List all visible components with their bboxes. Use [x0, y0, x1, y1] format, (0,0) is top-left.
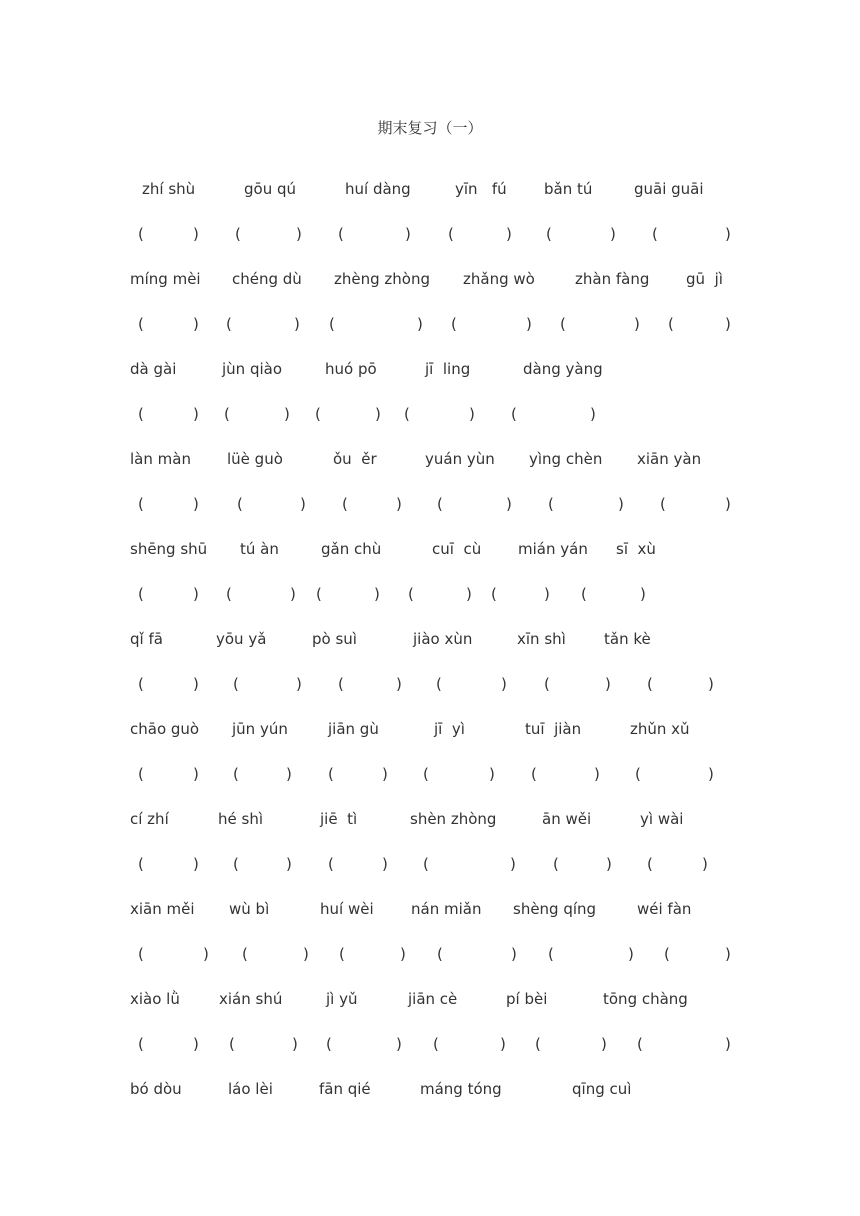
answer-blank-close: ) — [510, 855, 516, 873]
answer-blank-close: ) — [382, 855, 388, 873]
answer-blank-open: ( — [224, 405, 230, 423]
pinyin-word: shèn zhòng — [410, 810, 497, 828]
answer-row — [0, 852, 860, 876]
pinyin-word: jiē tì — [320, 810, 358, 828]
answer-blank-open: ( — [635, 765, 641, 783]
pinyin-word: xiān yàn — [637, 450, 702, 468]
answer-blank-open: ( — [546, 225, 552, 243]
answer-blank-close: ) — [605, 675, 611, 693]
pinyin-word: xián shú — [219, 990, 283, 1008]
pinyin-word: cuī cù — [432, 540, 482, 558]
pinyin-word: jiān gù — [328, 720, 379, 738]
answer-blank-close: ) — [292, 1035, 298, 1053]
pinyin-row — [0, 267, 860, 291]
pinyin-word: dà gài — [130, 360, 177, 378]
answer-blank-open: ( — [652, 225, 658, 243]
pinyin-word: guāi guāi — [634, 180, 704, 198]
answer-blank-open: ( — [437, 945, 443, 963]
answer-blank-open: ( — [339, 945, 345, 963]
pinyin-word: qǐ fā — [130, 630, 163, 648]
answer-blank-close: ) — [725, 945, 731, 963]
answer-blank-close: ) — [725, 495, 731, 513]
answer-blank-close: ) — [708, 675, 714, 693]
answer-row — [0, 492, 860, 516]
pinyin-word: yīn fú — [455, 180, 507, 198]
pinyin-word: làn màn — [130, 450, 191, 468]
answer-blank-close: ) — [374, 585, 380, 603]
pinyin-word: gōu qú — [244, 180, 297, 198]
answer-blank-close: ) — [610, 225, 616, 243]
answer-blank-open: ( — [581, 585, 587, 603]
pinyin-word: jùn qiào — [222, 360, 283, 378]
answer-blank-open: ( — [544, 675, 550, 693]
answer-blank-open: ( — [423, 765, 429, 783]
pinyin-word: xiào lǜ — [130, 990, 180, 1008]
pinyin-word: qīng cuì — [572, 1080, 632, 1098]
answer-blank-close: ) — [303, 945, 309, 963]
answer-blank-open: ( — [660, 495, 666, 513]
answer-blank-close: ) — [506, 495, 512, 513]
answer-blank-close: ) — [296, 225, 302, 243]
answer-blank-close: ) — [286, 765, 292, 783]
pinyin-word: yōu yǎ — [216, 630, 267, 648]
pinyin-word: máng tóng — [420, 1080, 502, 1098]
answer-blank-open: ( — [338, 675, 344, 693]
pinyin-word: wéi fàn — [637, 900, 692, 918]
answer-blank-close: ) — [405, 225, 411, 243]
answer-blank-open: ( — [315, 405, 321, 423]
answer-blank-open: ( — [423, 855, 429, 873]
answer-blank-open: ( — [328, 765, 334, 783]
answer-blank-close: ) — [193, 765, 199, 783]
pinyin-row — [0, 987, 860, 1011]
answer-blank-close: ) — [417, 315, 423, 333]
answer-blank-close: ) — [725, 225, 731, 243]
pinyin-word: jūn yún — [232, 720, 288, 738]
pinyin-word: nán miǎn — [411, 900, 482, 918]
pinyin-word: láo lèi — [228, 1080, 273, 1098]
pinyin-word: tú àn — [240, 540, 279, 558]
answer-blank-open: ( — [436, 675, 442, 693]
answer-blank-close: ) — [601, 1035, 607, 1053]
answer-blank-open: ( — [437, 495, 443, 513]
answer-blank-close: ) — [396, 1035, 402, 1053]
answer-blank-open: ( — [553, 855, 559, 873]
pinyin-word: fān qié — [319, 1080, 371, 1098]
pinyin-word: chāo guò — [130, 720, 200, 738]
pinyin-word: zhèng zhòng — [334, 270, 430, 288]
answer-blank-open: ( — [233, 765, 239, 783]
pinyin-word: tōng chàng — [603, 990, 688, 1008]
answer-blank-close: ) — [594, 765, 600, 783]
answer-blank-close: ) — [296, 675, 302, 693]
answer-blank-open: ( — [668, 315, 674, 333]
answer-blank-close: ) — [640, 585, 646, 603]
pinyin-word: yuán yùn — [425, 450, 495, 468]
answer-blank-close: ) — [606, 855, 612, 873]
answer-blank-open: ( — [647, 855, 653, 873]
pinyin-word: gū jì — [686, 270, 723, 288]
answer-blank-close: ) — [193, 1035, 199, 1053]
answer-blank-open: ( — [328, 855, 334, 873]
answer-blank-close: ) — [193, 405, 199, 423]
pinyin-word: bǎn tú — [544, 180, 593, 198]
answer-blank-close: ) — [618, 495, 624, 513]
answer-blank-open: ( — [448, 225, 454, 243]
answer-blank-close: ) — [506, 225, 512, 243]
pinyin-word: cí zhí — [130, 810, 169, 828]
pinyin-row — [0, 627, 860, 651]
answer-row — [0, 672, 860, 696]
pinyin-word: jī ling — [425, 360, 471, 378]
answer-blank-close: ) — [284, 405, 290, 423]
answer-blank-open: ( — [548, 495, 554, 513]
answer-blank-open: ( — [237, 495, 243, 513]
answer-blank-open: ( — [138, 405, 144, 423]
answer-blank-open: ( — [404, 405, 410, 423]
answer-blank-close: ) — [290, 585, 296, 603]
pinyin-word: zhàn fàng — [575, 270, 650, 288]
answer-blank-open: ( — [560, 315, 566, 333]
pinyin-word: huí wèi — [320, 900, 374, 918]
answer-blank-open: ( — [342, 495, 348, 513]
answer-blank-open: ( — [229, 1035, 235, 1053]
answer-blank-close: ) — [725, 315, 731, 333]
answer-blank-open: ( — [637, 1035, 643, 1053]
pinyin-word: sī xù — [616, 540, 656, 558]
answer-blank-open: ( — [647, 675, 653, 693]
answer-blank-close: ) — [286, 855, 292, 873]
answer-blank-close: ) — [501, 675, 507, 693]
pinyin-word: yìng chèn — [529, 450, 603, 468]
pinyin-word: pí bèi — [506, 990, 548, 1008]
answer-blank-open: ( — [138, 765, 144, 783]
answer-blank-close: ) — [500, 1035, 506, 1053]
answer-blank-close: ) — [193, 585, 199, 603]
pinyin-word: ān wěi — [542, 810, 592, 828]
answer-row — [0, 1032, 860, 1056]
pinyin-word: chéng dù — [232, 270, 302, 288]
answer-blank-open: ( — [138, 315, 144, 333]
answer-blank-open: ( — [408, 585, 414, 603]
answer-blank-close: ) — [193, 315, 199, 333]
answer-blank-open: ( — [548, 945, 554, 963]
pinyin-row — [0, 897, 860, 921]
answer-blank-open: ( — [138, 855, 144, 873]
pinyin-word: pò suì — [312, 630, 357, 648]
answer-blank-close: ) — [702, 855, 708, 873]
pinyin-row — [0, 357, 860, 381]
answer-blank-close: ) — [396, 675, 402, 693]
pinyin-word: xīn shì — [517, 630, 566, 648]
answer-blank-open: ( — [138, 945, 144, 963]
pinyin-word: dàng yàng — [523, 360, 603, 378]
answer-blank-close: ) — [375, 405, 381, 423]
pinyin-row — [0, 177, 860, 201]
pinyin-word: yì wài — [640, 810, 684, 828]
pinyin-word: xiān měi — [130, 900, 195, 918]
pinyin-word: ǒu ěr — [333, 450, 377, 468]
page-title: 期末复习（一） — [377, 119, 483, 137]
pinyin-word: jiào xùn — [413, 630, 473, 648]
answer-blank-open: ( — [535, 1035, 541, 1053]
answer-blank-open: ( — [233, 855, 239, 873]
answer-blank-close: ) — [193, 495, 199, 513]
answer-blank-close: ) — [511, 945, 517, 963]
answer-blank-close: ) — [193, 855, 199, 873]
answer-blank-close: ) — [469, 405, 475, 423]
answer-blank-open: ( — [138, 675, 144, 693]
answer-blank-open: ( — [242, 945, 248, 963]
answer-blank-close: ) — [300, 495, 306, 513]
answer-blank-open: ( — [138, 1035, 144, 1053]
pinyin-word: zhí shù — [142, 180, 196, 198]
answer-blank-close: ) — [396, 495, 402, 513]
answer-blank-open: ( — [138, 225, 144, 243]
answer-blank-close: ) — [634, 315, 640, 333]
answer-blank-close: ) — [628, 945, 634, 963]
pinyin-word: zhǎng wò — [463, 270, 535, 288]
pinyin-word: tǎn kè — [604, 630, 651, 648]
pinyin-word: tuī jiàn — [525, 720, 582, 738]
answer-blank-open: ( — [233, 675, 239, 693]
answer-blank-open: ( — [226, 585, 232, 603]
pinyin-word: míng mèi — [130, 270, 201, 288]
answer-blank-open: ( — [338, 225, 344, 243]
answer-blank-open: ( — [433, 1035, 439, 1053]
pinyin-word: mián yán — [518, 540, 588, 558]
answer-blank-close: ) — [382, 765, 388, 783]
answer-blank-close: ) — [193, 225, 199, 243]
answer-row — [0, 402, 860, 426]
pinyin-word: bó dòu — [130, 1080, 182, 1098]
pinyin-word: lüè guò — [227, 450, 283, 468]
answer-blank-close: ) — [203, 945, 209, 963]
pinyin-word: gǎn chù — [321, 540, 382, 558]
pinyin-word: jiān cè — [408, 990, 458, 1008]
pinyin-word: shēng shū — [130, 540, 208, 558]
answer-blank-close: ) — [400, 945, 406, 963]
answer-row — [0, 762, 860, 786]
pinyin-word: jì yǔ — [326, 990, 358, 1008]
answer-blank-close: ) — [294, 315, 300, 333]
pinyin-word: zhǔn xǔ — [630, 720, 690, 738]
answer-blank-open: ( — [326, 1035, 332, 1053]
answer-blank-open: ( — [451, 315, 457, 333]
pinyin-word: shèng qíng — [513, 900, 597, 918]
answer-blank-open: ( — [226, 315, 232, 333]
answer-blank-open: ( — [664, 945, 670, 963]
answer-blank-open: ( — [511, 405, 517, 423]
answer-row — [0, 582, 860, 606]
pinyin-row — [0, 1077, 860, 1101]
answer-blank-open: ( — [138, 585, 144, 603]
pinyin-row — [0, 807, 860, 831]
answer-blank-open: ( — [531, 765, 537, 783]
answer-blank-close: ) — [526, 315, 532, 333]
answer-blank-open: ( — [329, 315, 335, 333]
pinyin-row — [0, 447, 860, 471]
pinyin-row — [0, 717, 860, 741]
answer-blank-close: ) — [193, 675, 199, 693]
pinyin-row — [0, 537, 860, 561]
answer-blank-close: ) — [590, 405, 596, 423]
pinyin-word: jī yì — [434, 720, 465, 738]
answer-blank-open: ( — [316, 585, 322, 603]
answer-row — [0, 222, 860, 246]
pinyin-word: huó pō — [325, 360, 377, 378]
answer-blank-open: ( — [235, 225, 241, 243]
answer-blank-close: ) — [725, 1035, 731, 1053]
answer-blank-close: ) — [708, 765, 714, 783]
answer-blank-close: ) — [489, 765, 495, 783]
pinyin-word: huí dàng — [345, 180, 411, 198]
pinyin-word: wù bì — [229, 900, 270, 918]
pinyin-word: hé shì — [218, 810, 263, 828]
answer-row — [0, 312, 860, 336]
answer-blank-open: ( — [491, 585, 497, 603]
answer-row — [0, 942, 860, 966]
answer-blank-close: ) — [466, 585, 472, 603]
answer-blank-open: ( — [138, 495, 144, 513]
answer-blank-close: ) — [544, 585, 550, 603]
